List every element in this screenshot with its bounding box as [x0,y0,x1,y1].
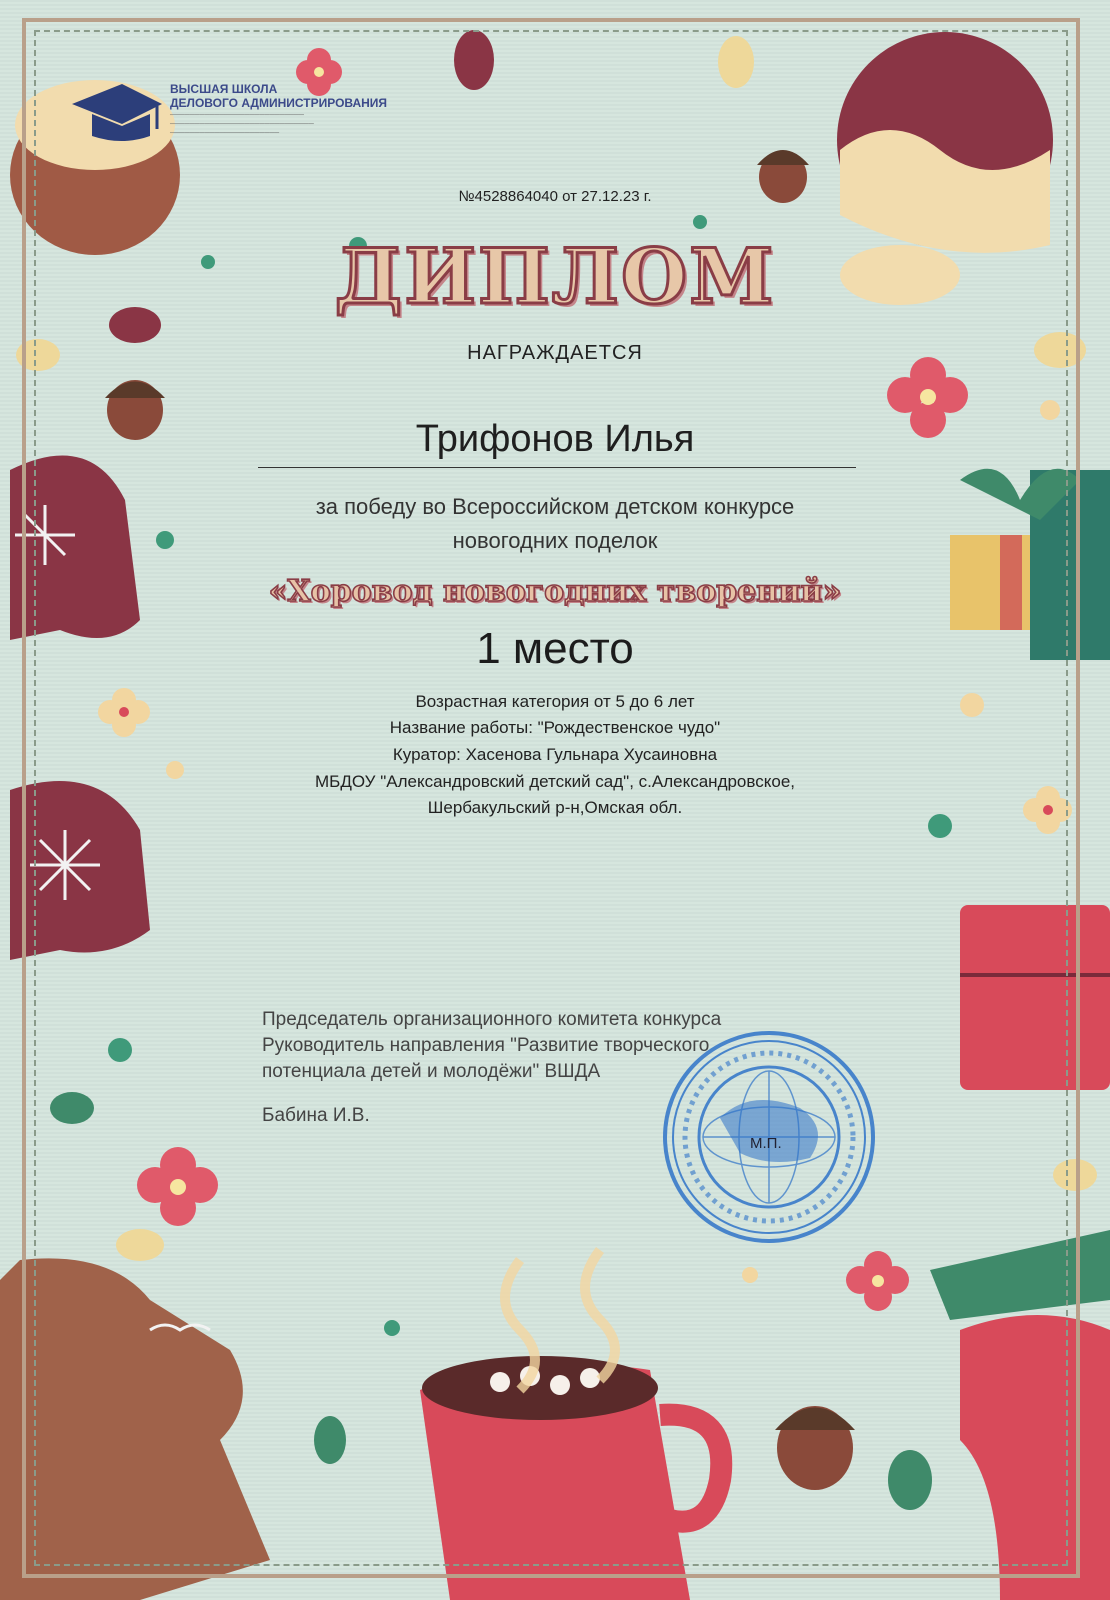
awarded-label: НАГРАЖДАЕТСЯ [467,342,643,364]
institution-location: Шербакульский р-н,Омская обл. [427,798,683,817]
recipient-name: Трифонов Илья [415,418,695,460]
award-reason-line1: за победу во Всероссийском детском конкурсе [315,494,795,519]
place-award: 1 место [476,624,634,673]
diploma-title: ДИПЛОМ [334,232,776,321]
organization-logo [62,74,422,154]
signatory-title-line3: потенциала детей и молодёжи" ВШДА [262,1061,601,1082]
signatory-title-line1: Председатель организационного комитета конкурса [262,1009,722,1030]
award-reason-line2: новогодних поделок [452,528,658,553]
name-underline [258,467,856,468]
logo-fine-print: ─────────────────────────── [170,112,304,119]
logo-fine-print: ────────────────────── [170,130,280,137]
logo-fine-print: ───────────────────────────── [170,121,314,128]
signatory-title-line2: Руководитель направления "Развитие творческого [262,1035,710,1056]
curator: Куратор: Хасенова Гульнара Хусаиновна [392,745,718,764]
document-number: №4528864040 от 27.12.23 г. [458,188,652,205]
contest-name: «Хоровод новогодних творений» [268,574,842,609]
logo-title-line2: ДЕЛОВОГО АДМИНИСТРИРОВАНИЯ [170,96,388,110]
logo-title-line1: ВЫСШАЯ ШКОЛА [170,82,278,96]
age-category: Возрастная категория от 5 до 6 лет [415,692,695,711]
graduation-cap-icon [62,74,162,144]
work-title: Название работы: "Рождественское чудо" [389,718,721,737]
signatory-name: Бабина И.В. [262,1105,370,1126]
stamp-label: М.П. [750,1135,782,1152]
institution: МБДОУ "Александровский детский сад", с.Александровское, [315,772,795,791]
